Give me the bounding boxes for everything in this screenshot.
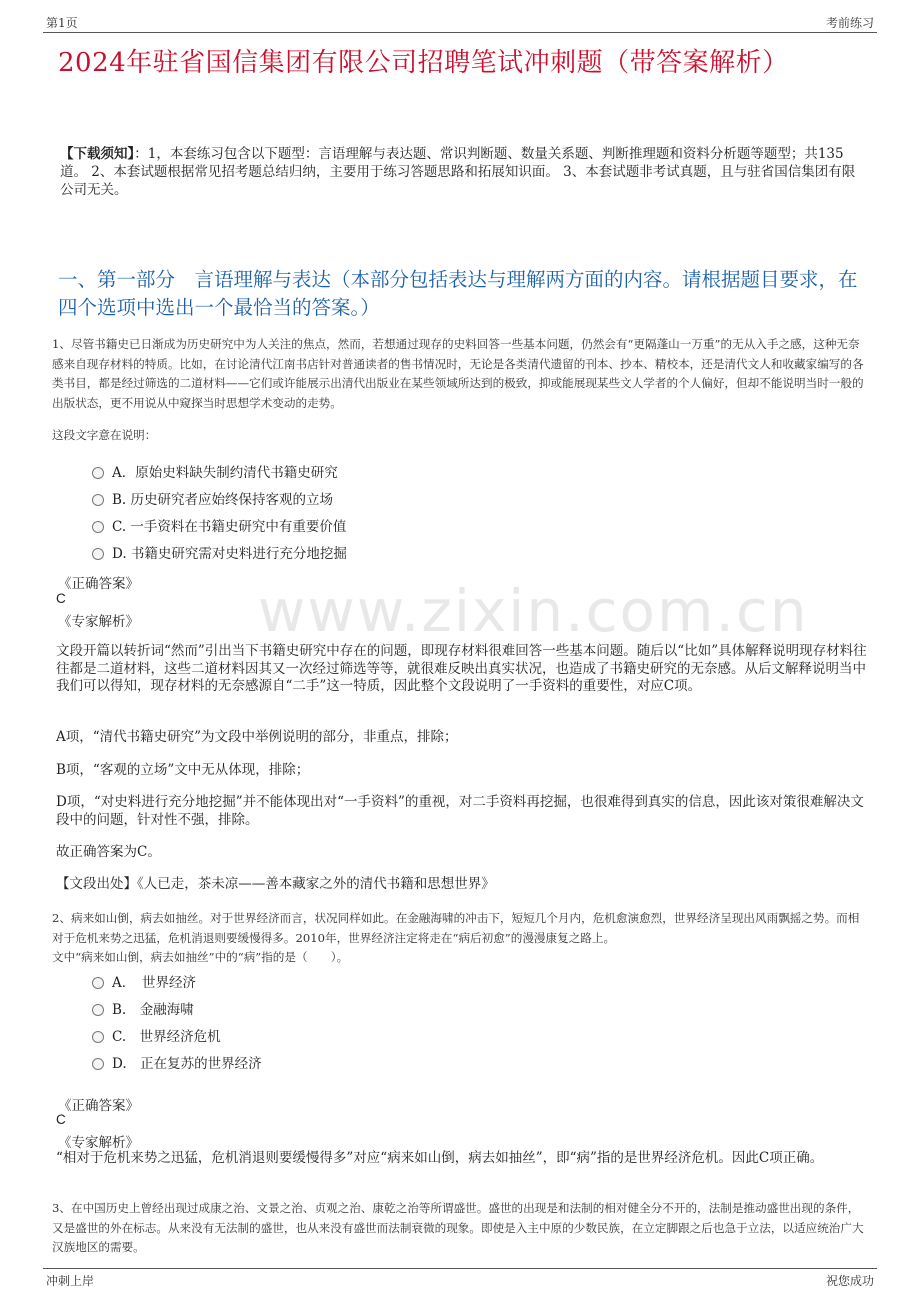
notice-lead: 【下载须知】 — [60, 146, 135, 162]
question-2-prompt: 文中“病来如山倒，病去如抽丝”中的“病”指的是（ ）。 — [52, 950, 349, 964]
radio-icon[interactable] — [92, 548, 104, 560]
q1-analysis-d: D项，“对史料进行充分地挖掘”并不能体现出对“一手资料”的重视，对二手资料再挖掘，也很难得到真实的信息，因此该对策很难解决文段中的问题，针对性不强，排除。 — [56, 794, 864, 828]
radio-icon[interactable] — [92, 977, 104, 989]
radio-icon[interactable] — [92, 494, 104, 506]
document-title: 2024年驻省国信集团有限公司招聘笔试冲刺题（带答案解析） — [58, 48, 789, 78]
header-rule — [43, 32, 877, 33]
q1-answer: C — [56, 591, 66, 606]
question-1-text: 1、尽管书籍史已日渐成为历史研究中为人关注的焦点，然而，若想通过现存的史料回答一些基本问题，仍然会有“更隔蓬山一万重”的无从入手之感，这种无奈感来自现存材料的特质。比如，在讨论清代江南书店针对普通读者的售书情况时，无论是各类清代遗留的刊本、抄本、精校本，还是清代文人和收藏家编写的各类书目，都是经过筛选的二道材料——它们或许能展示出清代出版业在某些领域所达到的极致，抑或能展现某些文人学者的个人偏好，但却不能说明当时一般的出版状态，更不用说从中窥探当时思想学术变动的走势。 — [52, 337, 864, 410]
radio-icon[interactable] — [92, 467, 104, 479]
q2-option-b[interactable]: B. 金融海啸 — [92, 998, 194, 1018]
notice-text: ：1，本套练习包含以下题型：言语理解与表达题、常识判断题、数量关系题、判断推理题和资料分析题等题型；共135道。 2、本套试题根据常见招考题总结归纳，主要用于练习答题思路和拓展知识面。 3、本套试题非考试真题，且与驻省国信集团有限公司无关。 — [60, 146, 856, 198]
q1-option-b[interactable]: B. 历史研究者应始终保持客观的立场 — [92, 488, 333, 508]
question-3-text: 3、在中国历史上曾经出现过成康之治、文景之治、贞观之治、康乾之治等所谓盛世。盛世的出现是和法制的相对健全分不开的，法制是推动盛世出现的条件，又是盛世的外在标志。从来没有无法制的盛世，也从来没有盛世而法制衰微的现象。即使是入主中原的少数民族，在立定脚跟之后也急于立法，以适应统治广大汉族地区的需要。 — [52, 1201, 864, 1254]
q1-source: 【文段出处】《人已走，茶未凉——善本藏家之外的清代书籍和思想世界》 — [56, 876, 495, 892]
question-2-text: 2、病来如山倒，病去如抽丝。对于世界经济而言，状况同样如此。在金融海啸的冲击下，短短几个月内，危机愈演愈烈，世界经济呈现出风雨飘摇之势。而相对于危机来势之迅猛，危机消退则要缓慢得多。2010年，世界经济注定将走在“病后初愈”的漫漫康复之路上。 — [52, 911, 860, 945]
q2-answer: C — [56, 1112, 66, 1127]
q1-answer-label: 《正确答案》 — [58, 576, 139, 592]
q2-option-d[interactable]: D. 正在复苏的世界经济 — [92, 1052, 262, 1072]
q1-analysis-label: 《专家解析》 — [58, 614, 139, 630]
q2-answer-label: 《正确答案》 — [58, 1098, 139, 1114]
q1-analysis-paragraph: 文段开篇以转折词“然而”引出当下书籍史研究中存在的问题，即现存材料很难回答一些基本问题。随后以“比如”具体解释说明现存材料往往都是二道材料，这些二道材料因其又一次经过筛选等等，就很难反映出真实状况，也造成了书籍史研究的无奈感。从后文解释说明当中我们可以得知，现存材料的无奈感源自“二手”这一特质，因此整个文段说明了一手资料的重要性，对应C项。 — [56, 643, 867, 694]
radio-icon[interactable] — [92, 521, 104, 533]
footer-rule — [43, 1268, 877, 1269]
watermark: www.zixin.com.cn — [258, 577, 809, 645]
q2-option-a[interactable]: A． 世界经济 — [92, 971, 196, 991]
q1-option-c[interactable]: C. 一手资料在书籍史研究中有重要价值 — [92, 515, 346, 535]
download-notice — [60, 145, 860, 199]
q2-analysis-label: 《专家解析》 — [58, 1135, 139, 1151]
page-number: 第1页 — [46, 16, 78, 30]
radio-icon[interactable] — [92, 1031, 104, 1043]
section-heading: 一、第一部分 言语理解与表达（本部分包括表达与理解两方面的内容。请根据题目要求，在四个选项中选出一个最恰当的答案。） — [58, 268, 858, 319]
q2-option-c[interactable]: C. 世界经济危机 — [92, 1025, 221, 1045]
radio-icon[interactable] — [92, 1004, 104, 1016]
radio-icon[interactable] — [92, 1058, 104, 1070]
q1-option-a[interactable]: A．原始史料缺失制约清代书籍史研究 — [92, 461, 338, 481]
q1-analysis-a: A项，“清代书籍史研究”为文段中举例说明的部分，非重点，排除； — [56, 729, 458, 745]
q2-analysis: “相对于危机来势之迅猛，危机消退则要缓慢得多”对应“病来如山倒，病去如抽丝”，即“病”指的是世界经济危机。因此C项正确。 — [56, 1150, 824, 1166]
footer-right: 祝您成功 — [825, 1274, 874, 1288]
footer-left: 冲刺上岸 — [46, 1274, 95, 1288]
q1-analysis-b: B项，“客观的立场”文中无从体现，排除； — [56, 762, 310, 778]
q1-conclusion: 故正确答案为C。 — [56, 844, 161, 860]
q1-option-d[interactable]: D. 书籍史研究需对史料进行充分地挖掘 — [92, 542, 347, 562]
question-1-prompt: 这段文字意在说明： — [52, 428, 157, 442]
header-label: 考前练习 — [825, 16, 874, 30]
